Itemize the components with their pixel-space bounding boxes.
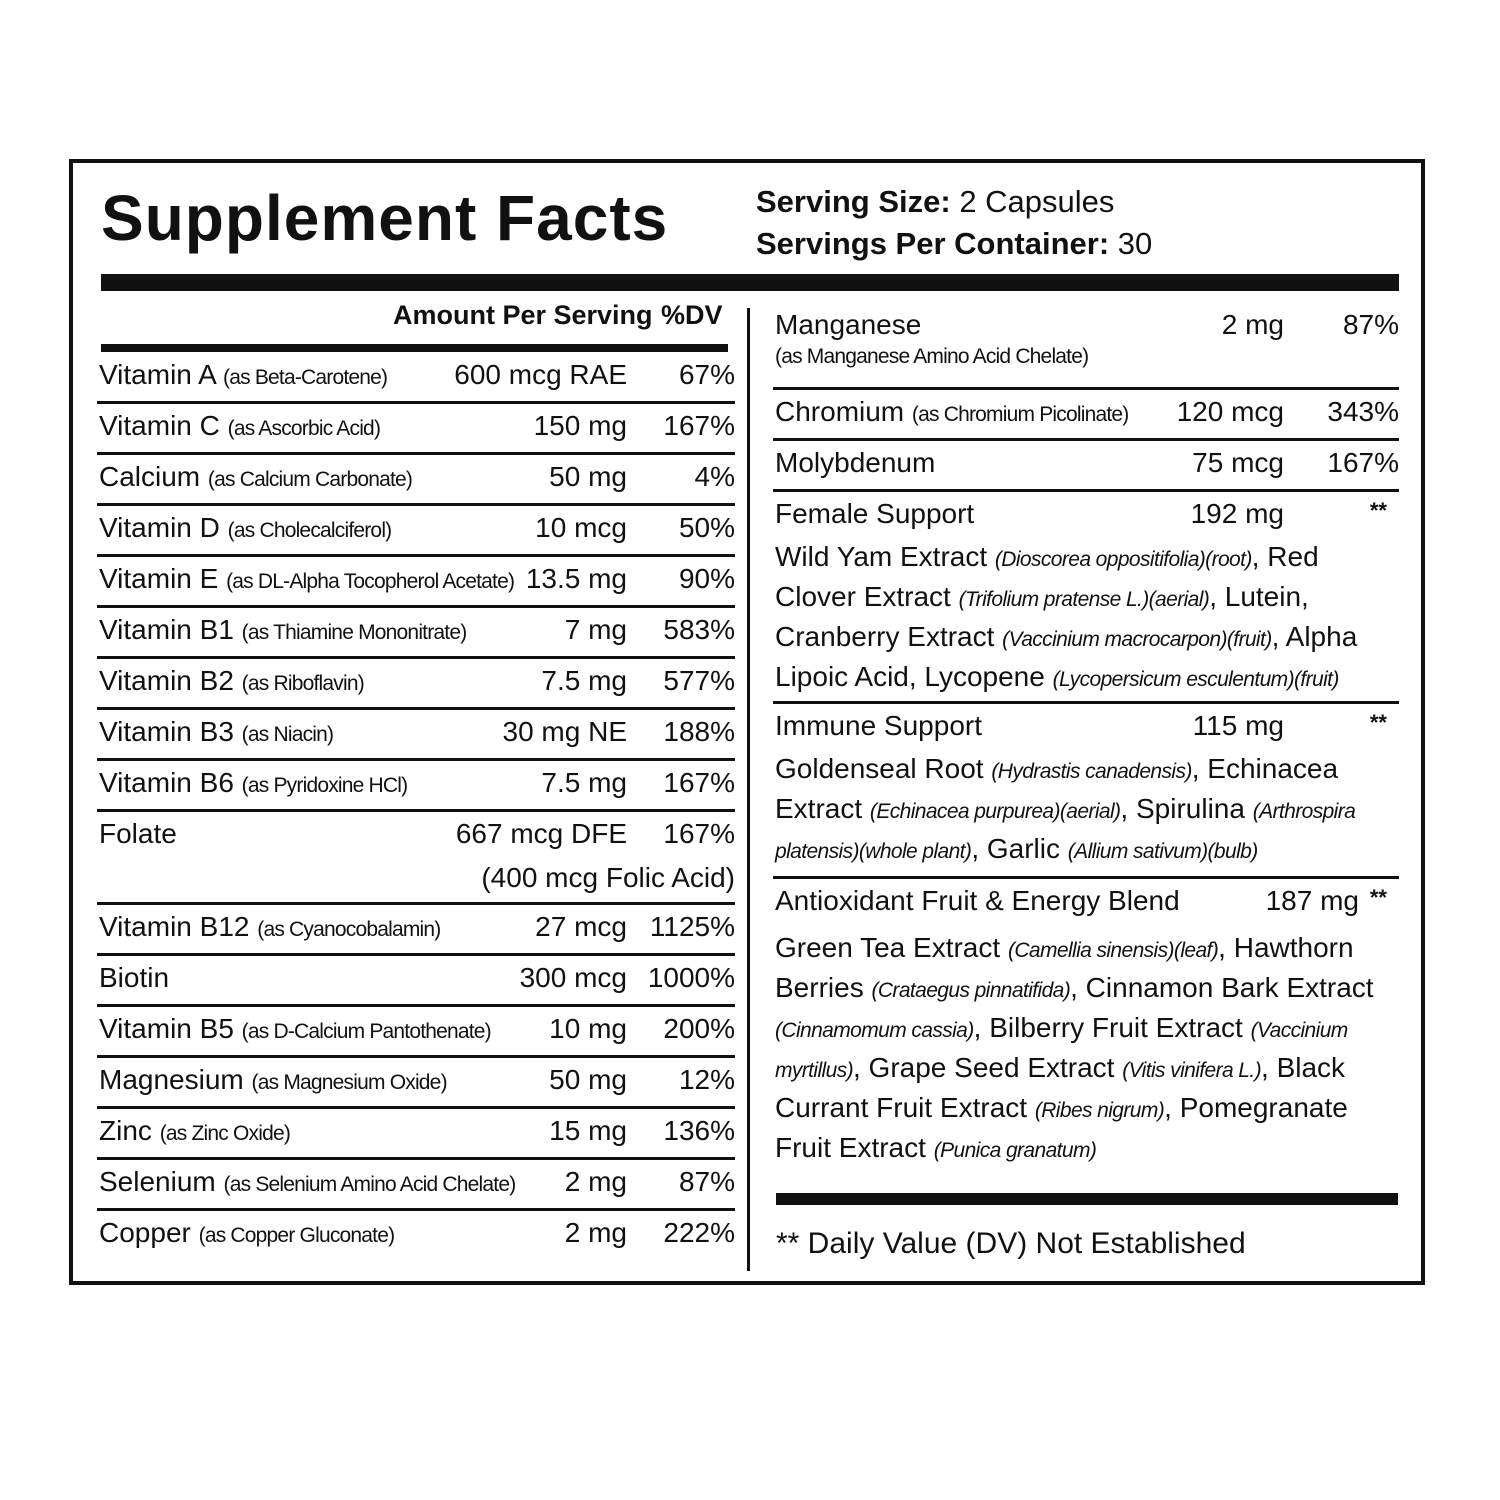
ingredient-name: , Red	[1251, 541, 1319, 572]
nutrient-source: (as Magnesium Oxide)	[251, 1071, 447, 1094]
ingredient-line	[775, 1009, 1390, 1049]
blend-amount: 115 mg	[1192, 710, 1284, 741]
nutrient-name	[99, 359, 387, 391]
footer-divider	[776, 1193, 1398, 1205]
nutrient-row	[97, 1058, 735, 1109]
ingredient-line	[775, 750, 1390, 790]
nutrient-row	[97, 1109, 735, 1160]
nutrient-amount: 15 mg	[549, 1115, 627, 1146]
nutrient-row	[773, 441, 1399, 492]
blend-row	[773, 492, 1399, 704]
nutrient-dv: 167%	[663, 767, 735, 798]
nutrient-dv: 87%	[678, 1166, 735, 1197]
blend-ingredients	[775, 750, 1390, 870]
ingredient-name: , Echinacea	[1191, 753, 1339, 784]
nutrient-amount: 2 mg	[564, 1217, 627, 1248]
supplement-facts-panel	[69, 159, 1425, 1285]
ingredient-botanical-name: (Cinnamomum cassia)	[775, 1019, 974, 1042]
nutrient-source: (as Beta-Carotene)	[223, 366, 388, 389]
nutrient-name	[99, 818, 177, 850]
nutrient-amount: 7.5 mg	[541, 767, 627, 798]
ingredient-name: Goldenseal Root	[775, 753, 992, 784]
nutrient-amount: 7.5 mg	[541, 665, 627, 696]
ingredient-botanical-name: (Allium sativum)(bulb)	[1067, 840, 1258, 863]
ingredient-name: , Spirulina	[1120, 793, 1253, 824]
nutrient-amount: 2 mg	[564, 1166, 627, 1197]
nutrient-dv: 4%	[694, 461, 735, 492]
ingredient-line	[775, 830, 1390, 870]
nutrient-dv: 577%	[663, 665, 735, 696]
nutrient-source: (as Thiamine Mononitrate)	[241, 621, 467, 644]
footnote: ** Daily Value (DV) Not Established	[776, 1227, 1246, 1260]
serving-size-line	[756, 181, 1152, 223]
ingredient-botanical-name: (Vitis vinifera L.)	[1122, 1059, 1262, 1082]
nutrient-source: (as Ascorbic Acid)	[227, 417, 381, 440]
nutrient-row	[97, 812, 735, 905]
header-divider	[101, 274, 1399, 291]
nutrient-row	[97, 1211, 735, 1262]
ingredient-name: , Alpha	[1271, 621, 1358, 652]
nutrient-row	[97, 404, 735, 455]
nutrient-label: Vitamin C	[99, 410, 220, 441]
blend-ingredients	[775, 538, 1390, 698]
serving-info	[756, 181, 1152, 265]
nutrient-amount: 10 mg	[549, 1013, 627, 1044]
nutrient-label: Copper	[99, 1217, 191, 1248]
nutrient-name	[99, 461, 412, 493]
blend-name: Female Support	[775, 498, 975, 529]
blend-amount: 187 mg	[1265, 885, 1359, 916]
nutrient-row	[97, 1007, 735, 1058]
nutrient-label: Selenium	[99, 1166, 216, 1197]
nutrient-name	[99, 716, 333, 748]
nutrient-amount: 50 mg	[549, 461, 627, 492]
nutrient-amount: 300 mcg	[519, 962, 627, 993]
nutrient-source: (as Manganese Amino Acid Chelate)	[775, 345, 1089, 368]
nutrient-row	[97, 905, 735, 956]
ingredient-name: Currant Fruit Extract	[775, 1092, 1035, 1123]
nutrient-row	[97, 761, 735, 812]
ingredient-botanical-name: (Vaccinium	[1250, 1019, 1348, 1042]
ingredient-botanical-name: (Camellia sinensis)(leaf)	[1007, 939, 1219, 962]
nutrient-row	[97, 956, 735, 1007]
ingredient-botanical-name: platensis)(whole plant)	[775, 840, 972, 863]
nutrient-label: Manganese	[775, 309, 922, 340]
serving-size-label: Serving Size:	[756, 184, 951, 219]
nutrient-name	[99, 563, 514, 595]
ingredient-name: Lipoic Acid, Lycopene	[775, 661, 1053, 692]
ingredient-line	[775, 618, 1390, 658]
ingredient-name: Berries	[775, 972, 872, 1003]
ingredient-name: Clover Extract	[775, 581, 959, 612]
nutrient-row	[97, 506, 735, 557]
ingredient-line	[775, 969, 1390, 1009]
nutrient-amount: 120 mcg	[1176, 396, 1284, 427]
nutrient-name	[99, 614, 466, 646]
nutrient-dv: 188%	[663, 716, 735, 747]
blend-row	[773, 704, 1399, 879]
ingredient-name: , Bilberry Fruit Extract	[973, 1012, 1251, 1043]
nutrient-dv: 167%	[663, 410, 735, 441]
ingredient-name: , Lutein,	[1209, 581, 1309, 612]
ingredient-botanical-name: (Vaccinium macrocarpon)(fruit)	[1002, 628, 1272, 651]
nutrient-name	[99, 767, 407, 799]
nutrient-amount: 600 mcg RAE	[454, 359, 627, 390]
nutrient-source: (as Cholecalciferol)	[227, 519, 392, 542]
servings-per-container-value: 30	[1117, 226, 1153, 261]
nutrient-label: Vitamin B3	[99, 716, 234, 747]
nutrient-amount: 10 mcg	[535, 512, 627, 543]
ingredient-name: , Pomegranate	[1164, 1092, 1348, 1123]
servings-per-container-label: Servings Per Container:	[756, 226, 1110, 261]
nutrient-label: Vitamin B2	[99, 665, 234, 696]
ingredient-line	[775, 538, 1390, 578]
amount-column-header: Amount Per Serving	[393, 300, 653, 330]
nutrient-name	[99, 1217, 394, 1249]
nutrient-name	[99, 1115, 290, 1147]
ingredient-line	[775, 578, 1390, 618]
nutrient-label: Vitamin B5	[99, 1013, 234, 1044]
nutrient-name	[99, 512, 391, 544]
nutrient-name	[99, 410, 380, 442]
nutrient-dv: 12%	[678, 1064, 735, 1095]
ingredient-name: , Hawthorn	[1218, 932, 1354, 963]
ingredient-botanical-name: (Lycopersicum esculentum)(fruit)	[1052, 668, 1339, 691]
nutrient-label: Vitamin E	[99, 563, 219, 594]
ingredient-name: Green Tea Extract	[775, 932, 1008, 963]
ingredient-name: Fruit Extract	[775, 1132, 934, 1163]
ingredient-name: , Cinnamon Bark Extract	[1070, 972, 1374, 1003]
nutrient-amount: 13.5 mg	[525, 563, 627, 594]
nutrient-label: Biotin	[99, 962, 170, 993]
nutrient-label: Zinc	[99, 1115, 152, 1146]
ingredient-botanical-name: (Crataegus pinnatifida)	[871, 979, 1071, 1002]
nutrient-amount: 30 mg NE	[502, 716, 627, 747]
nutrient-list-right	[773, 303, 1399, 1171]
nutrient-dv: 1125%	[649, 911, 735, 942]
nutrient-label: Vitamin B6	[99, 767, 234, 798]
nutrient-amount: 150 mg	[533, 410, 627, 441]
column-header-divider	[101, 344, 728, 352]
blend-name: Immune Support	[775, 710, 982, 741]
nutrient-name	[99, 962, 169, 994]
dv-column-header: %DV	[661, 300, 723, 330]
nutrient-dv: 67%	[678, 359, 735, 390]
nutrient-dv: 343%	[1327, 396, 1399, 427]
ingredient-botanical-name: (Ribes nigrum)	[1034, 1099, 1165, 1122]
nutrient-dv: 87%	[1342, 309, 1399, 340]
nutrient-dv: 222%	[663, 1217, 735, 1248]
nutrient-source: (as D-Calcium Pantothenate)	[241, 1020, 491, 1043]
ingredient-name: Extract	[775, 793, 870, 824]
ingredient-line	[775, 790, 1390, 830]
nutrient-name	[99, 665, 364, 697]
ingredient-line	[775, 929, 1390, 969]
nutrient-amount: 2 mg	[1221, 309, 1284, 340]
nutrient-label: Vitamin D	[99, 512, 220, 543]
nutrient-source: (as Pyridoxine HCl)	[241, 774, 408, 797]
nutrient-amount-extra: (400 mcg Folic Acid)	[481, 862, 735, 893]
nutrient-dv: 50%	[678, 512, 735, 543]
nutrient-source: (as Cyanocobalamin)	[257, 918, 441, 941]
nutrient-amount: 27 mcg	[535, 911, 627, 942]
nutrient-amount: 7 mg	[564, 614, 627, 645]
nutrient-dv: 90%	[678, 563, 735, 594]
nutrient-label: Vitamin B12	[99, 911, 250, 942]
blend-amount: 192 mg	[1190, 498, 1284, 529]
nutrient-amount: 75 mcg	[1192, 447, 1284, 478]
ingredient-line	[775, 1089, 1390, 1129]
nutrient-source: (as Copper Gluconate)	[198, 1224, 395, 1247]
nutrient-name	[99, 1166, 515, 1198]
nutrient-dv: 167%	[663, 818, 735, 849]
ingredient-botanical-name: myrtillus)	[775, 1059, 853, 1082]
nutrient-label: Vitamin B1	[99, 614, 234, 645]
blend-row	[773, 879, 1399, 1171]
nutrient-dv: 583%	[663, 614, 735, 645]
nutrient-dv: 167%	[1327, 447, 1399, 478]
nutrient-source: (as Calcium Carbonate)	[207, 468, 413, 491]
ingredient-line	[775, 658, 1390, 698]
nutrient-row	[773, 390, 1399, 441]
nutrient-label: Magnesium	[99, 1064, 244, 1095]
nutrient-name	[99, 911, 440, 943]
serving-size-value: 2 Capsules	[959, 184, 1115, 219]
nutrient-row	[97, 353, 735, 404]
panel-title: Supplement Facts	[101, 182, 669, 254]
nutrient-label: Folate	[99, 818, 177, 849]
nutrient-source: (as DL-Alpha Tocopherol Acetate)	[226, 570, 515, 593]
blend-name: Antioxidant Fruit & Energy Blend	[775, 885, 1180, 916]
dv-not-established-marker: **	[1369, 710, 1387, 735]
ingredient-botanical-name: (Dioscorea oppositifolia)(root)	[994, 548, 1252, 571]
ingredient-name: , Black	[1261, 1052, 1346, 1083]
blend-ingredients	[775, 929, 1390, 1169]
dv-not-established-marker: **	[1369, 498, 1387, 523]
nutrient-row	[97, 557, 735, 608]
nutrient-source: (as Selenium Amino Acid Chelate)	[223, 1173, 516, 1196]
ingredient-botanical-name: (Arthrospira	[1252, 800, 1356, 823]
column-divider	[747, 308, 750, 1271]
nutrient-row	[97, 608, 735, 659]
nutrient-row	[97, 455, 735, 506]
dv-not-established-marker: **	[1369, 885, 1387, 910]
nutrient-source: (as Niacin)	[241, 723, 334, 746]
nutrient-dv: 200%	[663, 1013, 735, 1044]
nutrient-source: (as Zinc Oxide)	[159, 1122, 291, 1145]
nutrient-amount: 667 mcg DFE	[455, 818, 627, 849]
ingredient-botanical-name: (Hydrastis canadensis)	[991, 760, 1192, 783]
nutrient-row	[97, 1160, 735, 1211]
ingredient-botanical-name: (Punica granatum)	[933, 1139, 1097, 1162]
nutrient-dv: 1000%	[647, 962, 735, 993]
ingredient-botanical-name: (Trifolium pratense L.)(aerial)	[958, 588, 1210, 611]
ingredient-line	[775, 1129, 1390, 1169]
ingredient-name: Wild Yam Extract	[775, 541, 995, 572]
ingredient-name: Cranberry Extract	[775, 621, 1003, 652]
ingredient-line	[775, 1049, 1390, 1089]
nutrient-row	[773, 303, 1399, 390]
nutrient-name	[99, 1013, 491, 1045]
servings-per-container-line	[756, 223, 1152, 265]
nutrient-label: Chromium (as Chromium Picolinate)	[775, 396, 1129, 427]
nutrient-name	[99, 1064, 447, 1096]
nutrient-label: Vitamin A	[99, 359, 216, 390]
nutrient-source: (as Riboflavin)	[241, 672, 364, 695]
nutrient-amount: 50 mg	[549, 1064, 627, 1095]
ingredient-name: , Grape Seed Extract	[853, 1052, 1123, 1083]
ingredient-botanical-name: (Echinacea purpurea)(aerial)	[869, 800, 1121, 823]
ingredient-name: , Garlic	[971, 833, 1068, 864]
nutrient-label: Molybdenum	[775, 447, 936, 478]
nutrient-row	[97, 659, 735, 710]
nutrient-row	[97, 710, 735, 761]
nutrient-source: (as Chromium Picolinate)	[911, 403, 1129, 426]
nutrient-dv: 136%	[663, 1115, 735, 1146]
nutrient-list-left	[97, 353, 735, 1262]
nutrient-label: Calcium	[99, 461, 201, 492]
